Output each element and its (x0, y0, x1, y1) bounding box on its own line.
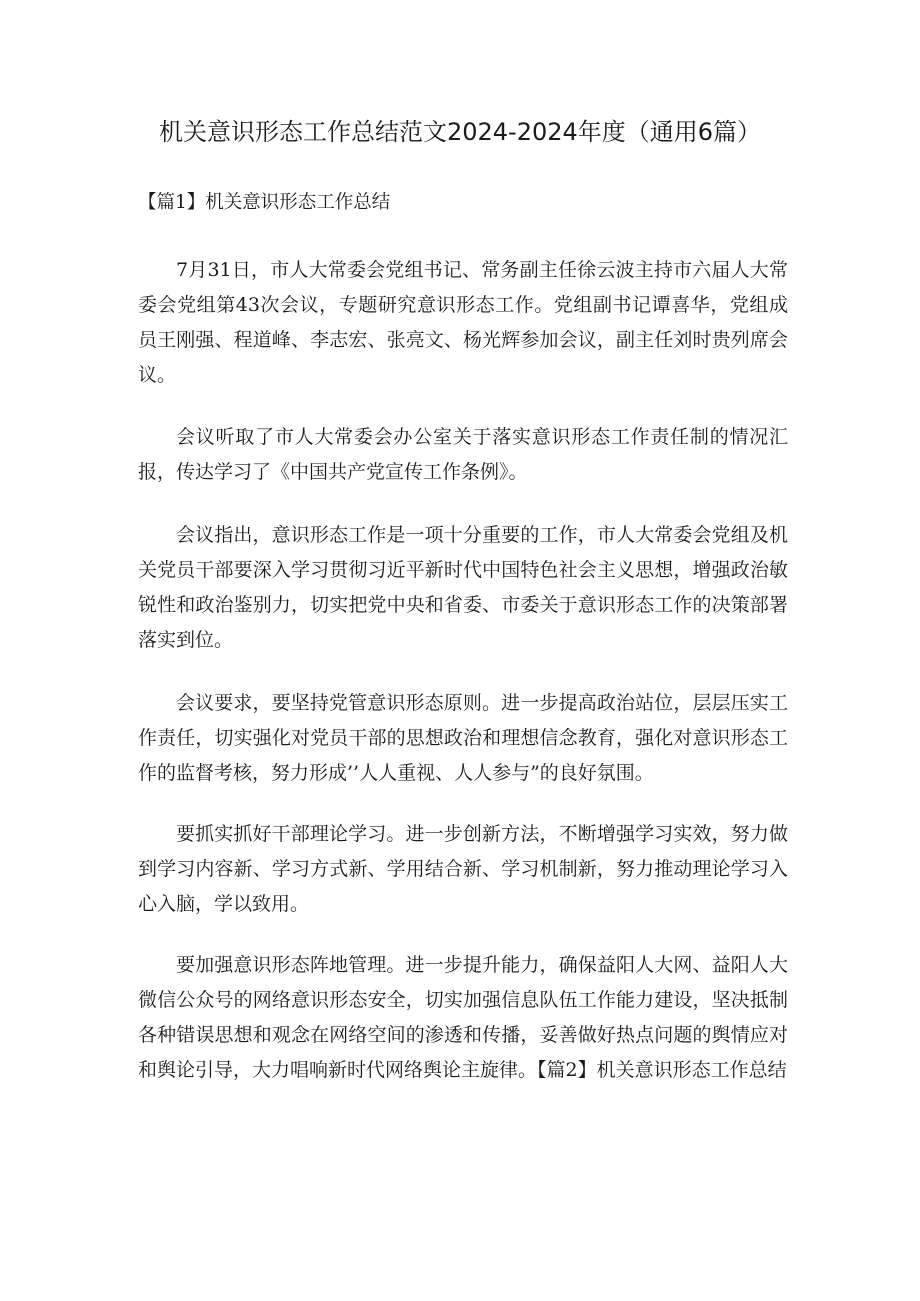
paragraph-6-text: 要加强意识形态阵地管理。进一步提升能力，确保益阳人大网、益阳人大微信公众号的网络意识形态安全，切实加强信息队伍工作能力建设，坚决抵制各种错误思想和观念在网络空间的渗透和传播，妥善做好热点问题的舆情应对和舆论引导，大力唱响新时代网络舆论主旋律。 (138, 954, 788, 1081)
paragraph-4: 会议要求，要坚持党管意识形态原则。进一步提高政治站位，层层压实工作责任，切实强化对党员干部的思想政治和理想信念教育，强化对意识形态工作的监督考核，努力形成’’人人重视、人人参与”的良好氛围。 (138, 692, 788, 784)
paragraph-3: 会议指出，意识形态工作是一项十分重要的工作，市人大常委会党组及机关党员干部要深入学习贯彻习近平新时代中国特色社会主义思想，增强政治敏锐性和政治鉴别力，切实把党中央和省委、市委关于意识形态工作的决策部署落实到位。 (138, 524, 788, 651)
section-heading-1: 【篇1】机关意识形态工作总结 (138, 192, 391, 213)
paragraph-2: 会议听取了市人大常委会办公室关于落实意识形态工作责任制的情况汇报，传达学习了《中国共产党宣传工作条例》。 (138, 426, 788, 483)
paragraph-6 (138, 948, 788, 1088)
paragraph-5: 要抓实抓好干部理论学习。进一步创新方法，不断增强学习实效，努力做到学习内容新、学习方式新、学用结合新、学习机制新，努力推动理论学习入心入脑，学以致用。 (138, 823, 788, 915)
document-title: 机关意识形态工作总结范文2024-2024年度（通用6篇） (158, 118, 762, 146)
paragraph-1: 7月31日，市人大常委会党组书记、常务副主任徐云波主持市六届人大常委会党组第43次会议，专题研究意识形态工作。党组副书记谭喜华，党组成员王刚强、程道峰、李志宏、张亮文、杨光辉参加会议，副主任刘时贵列席会议。 (138, 259, 788, 386)
section-heading-2: 【篇2】机关意识形态工作总结 (537, 1059, 787, 1081)
